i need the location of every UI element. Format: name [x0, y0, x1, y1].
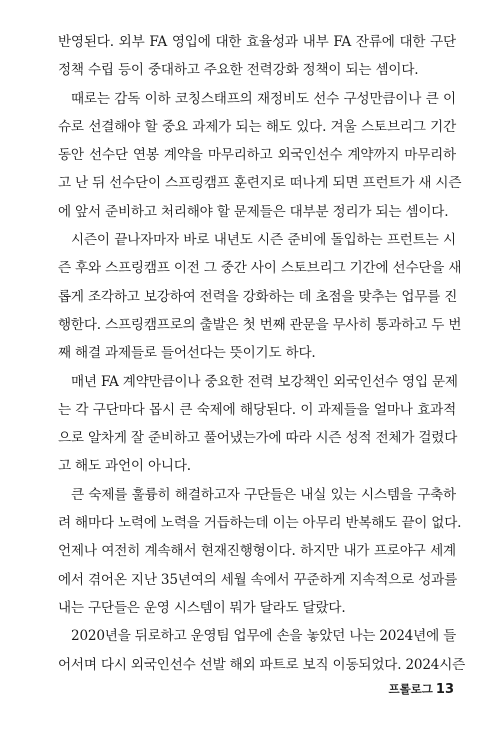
text-line: 2020년을 뒤로하고 운영팀 업무에 손을 놓았던 나는 2024년에 들 — [71, 628, 457, 645]
text-line: 고 해도 과언이 아니다. — [58, 458, 191, 475]
text-line: 시즌이 끝나자마자 바로 내년도 시즌 준비에 돌입하는 프런트는 시 — [71, 232, 456, 249]
text-line: 에서 겪어온 지난 35년여의 세월 속에서 꾸준하게 지속적으로 성과를 — [58, 571, 458, 588]
text-line: 때로는 감독 이하 코칭스태프의 재정비도 선수 구성만큼이나 큰 이 — [71, 90, 456, 107]
text-line: 즌 후와 스프링캠프 이전 그 중간 사이 스토브리그 기간에 선수단을 새 — [58, 260, 462, 277]
text-line: 롭게 조각하고 보강하여 전력을 강화하는 데 초점을 맞추는 업무를 진 — [58, 288, 458, 305]
text-line: 동안 선수단 연봉 계약을 마무리하고 외국인선수 계약까지 마무리하 — [58, 147, 456, 164]
text-line: 정책 수립 등이 중대하고 주요한 전력강화 정책이 되는 셈이다. — [58, 62, 419, 79]
page-footer — [388, 681, 454, 697]
text-line: 내는 구단들은 운영 시스템이 뭐가 달라도 달랐다. — [58, 599, 346, 616]
text-line: 어서며 다시 외국인선수 선발 해외 파트로 보직 이동되었다. 2024시즌 — [58, 656, 466, 673]
text-line: 에 앞서 준비하고 처리해야 할 문제들은 대부분 정리가 되는 셈이다. — [58, 203, 449, 220]
text-line: 려 해마다 노력에 노력을 거듭하는데 이는 아무리 반복해도 끝이 없다. — [58, 515, 462, 532]
text-line: 반영된다. 외부 FA 영입에 대한 효율성과 내부 FA 잔류에 대한 구단 — [58, 34, 456, 50]
chapter-label: 프롤로그 — [388, 682, 433, 696]
text-line: 큰 숙제를 훌륭히 해결하고자 구단들은 내실 있는 시스템을 구축하 — [71, 486, 456, 503]
text-line: 으로 알차게 잘 준비하고 풀어냈는가에 따라 시즌 성적 전체가 걸렸다 — [58, 430, 458, 447]
text-line: 는 각 구단마다 몹시 큰 숙제에 해당된다. 이 과제들을 얼마나 효과적 — [58, 401, 456, 418]
page-number: 13 — [435, 682, 454, 697]
text-line: 째 해결 과제들로 들어선다는 뜻이기도 하다. — [58, 345, 316, 362]
text-line: 행한다. 스프링캠프로의 출발은 첫 번째 관문을 무사히 통과하고 두 번 — [58, 316, 462, 333]
text-line: 슈로 선결해야 할 중요 과제가 되는 해도 있다. 겨울 스토브리그 기간 — [58, 118, 456, 135]
text-line: 언제나 여전히 계속해서 현재진행형이다. 하지만 내가 프로야구 세계 — [58, 543, 456, 560]
text-line: 고 난 뒤 선수단이 스프링캠프 훈련지로 떠나게 되면 프런트가 새 시즌 — [58, 175, 462, 192]
body-text — [58, 28, 466, 679]
text-line: 매년 FA 계약만큼이나 중요한 전력 보강책인 외국인선수 영입 문제 — [71, 373, 458, 390]
